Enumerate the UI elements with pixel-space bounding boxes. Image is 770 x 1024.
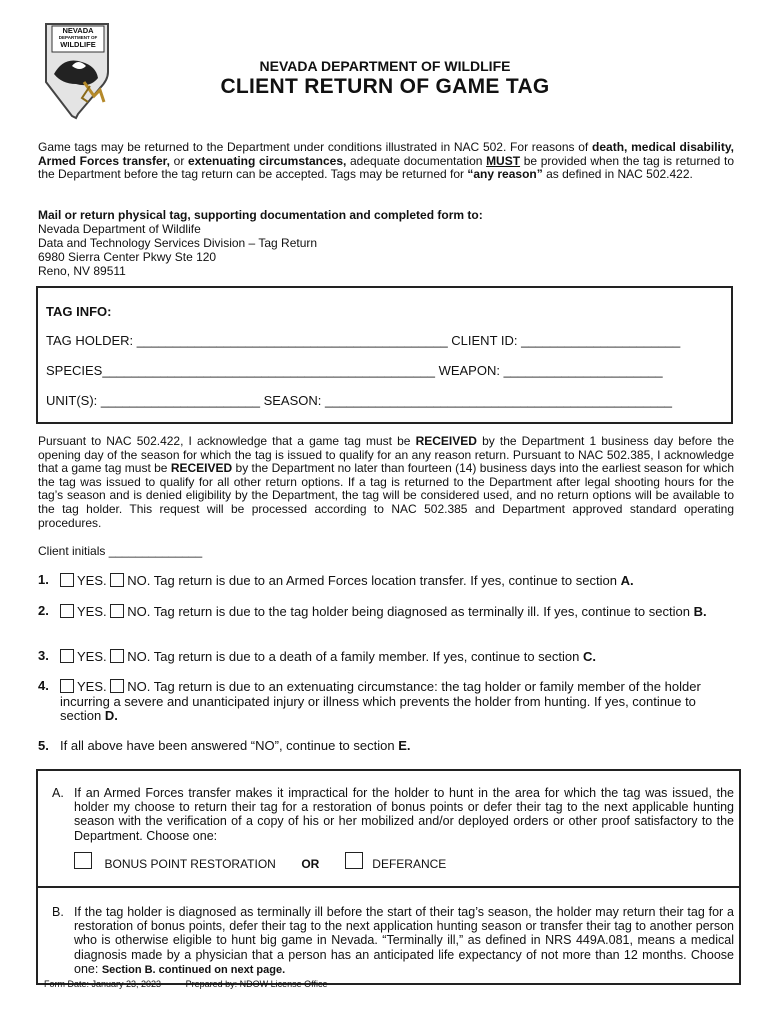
no-checkbox[interactable]	[110, 649, 124, 663]
tag-holder-row: TAG HOLDER: ___________________________________________ CLIENT ID: ______________________	[46, 333, 681, 348]
address-line: 6980 Sierra Center Pkwy Ste 120	[38, 250, 217, 264]
sections-box	[36, 769, 741, 985]
form-date: Form Date: January 23, 2023	[44, 979, 162, 989]
footer	[44, 979, 327, 989]
acknowledgement-paragraph: Pursuant to NAC 502.422, I acknowledge that a game tag must be RECEIVED by the Department 1 business day before the opening day of the season for which the tag is issued to qualify for an any reason return. Pursuant to NAC 502.385, I acknowledge that a game tag must be RECEIVED by the Department no later than fourteen (14) business days into the earliest season for which the tag was issued to qualify for all other return options. If a tag is returned to the Department after legal shooting hours for the tag’s season and is denied eligibility by the Department, the tag will be considered used, and no return options will be available to the tag holder. This request will be processed according to NAC 502.385 and Department approved standard operating procedures.	[38, 434, 735, 530]
question-4: 4. YES. NO. Tag return is due to an extenuating circumstance: the tag holder or family member of the holder incurring a severe and unanticipated injury or illness which prevents the holder from hunting. If yes, continue to section D.	[38, 678, 701, 723]
mailing-address	[38, 208, 734, 278]
client-initials: Client initials ______________	[38, 544, 203, 558]
logo-line-3: WILDLIFE	[60, 40, 96, 49]
intro-paragraph: Game tags may be returned to the Department under conditions illustrated in NAC 502. For reasons of death, medical disability, Armed Forces transfer, or extenuating circumstances, adequate documentation MUST be provided when the tag is returned to the Department before the tag return can be accepted. Tags may be returned for “any reason” as defined in NAC 502.422.	[38, 140, 735, 182]
season-field[interactable]: ________________________________________________	[324, 393, 673, 408]
logo-line-2: DEPARTMENT OF	[58, 35, 98, 40]
page-title: CLIENT RETURN OF GAME TAG	[220, 75, 550, 98]
client-initials-field[interactable]: ______________	[108, 544, 203, 558]
no-checkbox[interactable]	[110, 573, 124, 587]
mail-heading: Mail or return physical tag, supporting documentation and completed form to:	[38, 208, 483, 222]
logo-line-1: NEVADA	[62, 26, 94, 35]
question-2: 2. YES. NO. Tag return is due to the tag holder being diagnosed as terminally ill. If yes, continue to section B.	[38, 603, 707, 619]
section-a: A. If an Armed Forces transfer makes it impractical for the holder to hunt in the area for which the tag was issued, the holder my choose to return their tag for a restoration of bonus points or defer their tag to the next applicable hunting season with the verification of a copy of his or her mobilized and/or deployed orders or other proof satisfactory to the Department. Choose one: BONUS POINT RESTORATION OR DEFERANCE	[52, 786, 734, 871]
bonus-point-restoration-checkbox[interactable]	[74, 852, 92, 869]
no-checkbox[interactable]	[110, 679, 124, 693]
species-row: SPECIES______________________________________________ WEAPON: ______________________	[46, 363, 663, 378]
prepared-by: Prepared by: NDOW License Office	[185, 979, 328, 989]
yes-checkbox[interactable]	[60, 573, 74, 587]
yes-checkbox[interactable]	[60, 679, 74, 693]
question-3: 3. YES. NO. Tag return is due to a death of a family member. If yes, continue to section C.	[38, 648, 596, 664]
address-line: Nevada Department of Wildlife	[38, 222, 201, 236]
tag-info-title: TAG INFO:	[46, 304, 112, 319]
section-b: B. If the tag holder is diagnosed as terminally ill before the start of their tag’s season, the holder may return their tag for a restoration of bonus points, defer their tag to the next application hunting season or transfer their tag to another person who is otherwise eligible to hunt big game in Nevada. “Terminally ill,” as defined in NRS 449A.081, means a medical diagnosis made by a physician that a person has an anticipated life expectancy of not more than 12 months. Choose one: Section B. continued on next page.	[52, 905, 734, 976]
or-label: OR	[301, 856, 320, 871]
address-line: Data and Technology Services Division – Tag Return	[38, 236, 318, 250]
section-divider	[38, 886, 739, 888]
question-5: 5. If all above have been answered “NO”, continue to section E.	[38, 738, 411, 753]
yes-checkbox[interactable]	[60, 649, 74, 663]
no-checkbox[interactable]	[110, 604, 124, 618]
agency-name: NEVADA DEPARTMENT OF WILDLIFE	[259, 58, 511, 74]
address-line: Reno, NV 89511	[38, 264, 126, 278]
tag-holder-field[interactable]: ___________________________________________	[136, 333, 448, 348]
weapon-field[interactable]: ______________________	[503, 363, 663, 378]
yes-checkbox[interactable]	[60, 604, 74, 618]
deferance-label: DEFERANCE	[372, 856, 447, 871]
units-row: UNIT(S): ______________________ SEASON: ________________________________________________	[46, 393, 673, 408]
client-id-field[interactable]: ______________________	[521, 333, 681, 348]
species-field[interactable]: ______________________________________________	[102, 363, 435, 378]
tag-info-box	[36, 286, 733, 424]
units-field[interactable]: ______________________	[100, 393, 260, 408]
deferance-checkbox[interactable]	[345, 852, 363, 869]
bonus-point-restoration-label: BONUS POINT RESTORATION	[104, 856, 276, 871]
question-1: 1. YES. NO. Tag return is due to an Armed Forces location transfer. If yes, continue to section A.	[38, 572, 634, 588]
